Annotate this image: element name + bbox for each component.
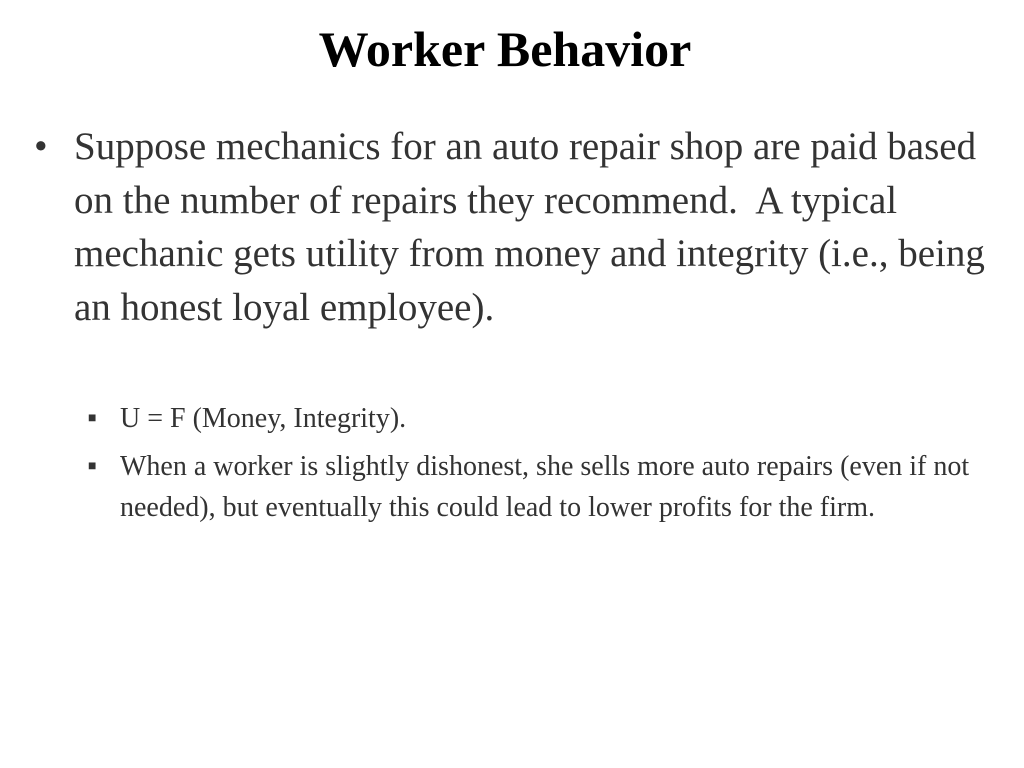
sub-bullet-text: U = F (Money, Integrity). [120, 403, 407, 434]
bullet-marker: • [34, 125, 48, 168]
slide-title: Worker Behavior [318, 21, 692, 77]
square-bullet-icon: ■ [88, 411, 97, 426]
sub-bullet-utility-function [88, 398, 998, 439]
sub-bullet-text: When a worker is slightly dishonest, she sells more auto repairs (even if not needed), but eventually this could lead to lower profits for the firm. [120, 451, 970, 523]
square-bullet-icon: ■ [88, 459, 97, 474]
sub-bullet-list [88, 398, 998, 535]
main-bullet-text: Suppose mechanics for an auto repair shop are paid based on the number of repairs they recommend. A typical mechanic gets utility from money and integrity (i.e., being an honest loyal employee). [74, 125, 995, 329]
main-bullet [34, 120, 994, 334]
sub-bullet-dishonesty [88, 446, 998, 528]
